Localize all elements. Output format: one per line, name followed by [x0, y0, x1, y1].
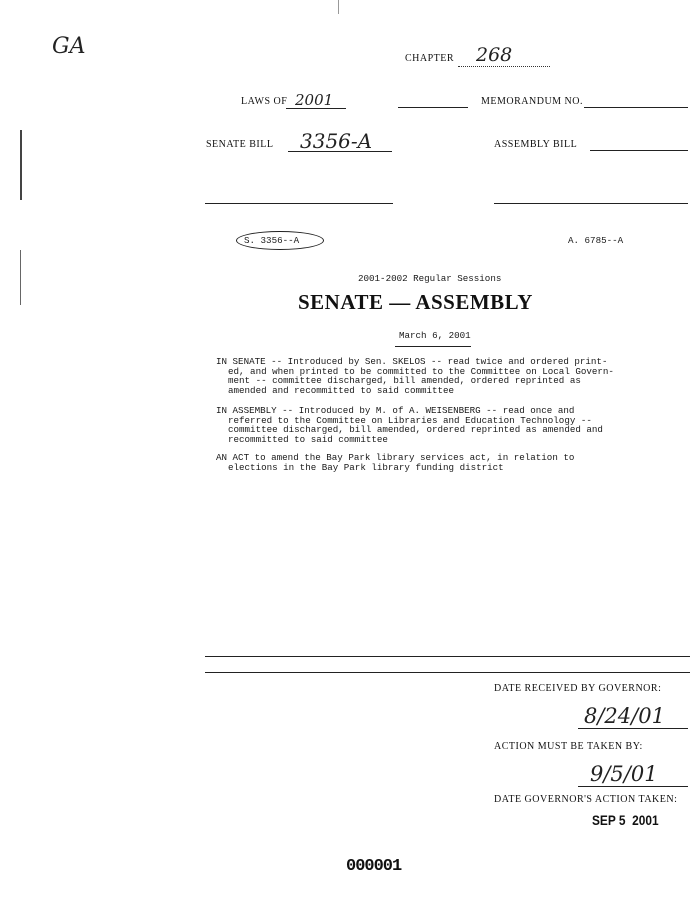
act-line: elections in the Bay Park library funding district — [228, 461, 504, 473]
blank-line-left — [205, 203, 393, 204]
act-line: AN ACT to amend the Bay Park library services act, in relation to — [216, 452, 575, 463]
senate-line: ed, and when printed to be committed to the Committee on Local Govern- — [228, 365, 614, 377]
assembly-line: IN ASSEMBLY -- Introduced by M. of A. WEISENBERG -- read once and — [216, 405, 575, 416]
senate-line: amended and recommitted to said committee — [228, 384, 455, 396]
senate-paragraph — [216, 357, 656, 395]
senate-bill-label: SENATE BILL — [206, 139, 274, 150]
page-title: SENATE — ASSEMBLY — [298, 290, 533, 314]
senate-bill-number: S. 3356--A — [244, 235, 300, 246]
chapter-value: 268 — [476, 44, 513, 66]
laws-label: LAWS OF — [241, 96, 288, 107]
bottom-rule-2 — [205, 672, 690, 673]
act-paragraph — [216, 453, 656, 472]
assembly-bill-number: A. 6785--A — [568, 235, 624, 246]
corner-note: GA — [52, 34, 86, 59]
assembly-line: referred to the Committee on Libraries and Education Technology -- — [228, 414, 592, 426]
taken-label: DATE GOVERNOR'S ACTION TAKEN: — [494, 794, 678, 805]
assembly-bill-label: ASSEMBLY BILL — [494, 139, 578, 150]
left-edge-mark — [20, 250, 21, 305]
chapter-label: CHAPTER — [405, 53, 455, 64]
page-number: 000001 — [346, 857, 402, 876]
senate-line: ment -- committee discharged, bill amended, ordered reprinted as — [228, 375, 581, 386]
taken-value: SEP 5 2001 — [592, 812, 659, 828]
senate-line: IN SENATE -- Introduced by Sen. SKELOS -- read twice and ordered print- — [216, 356, 608, 367]
bottom-rule-1 — [205, 656, 690, 657]
action-label: ACTION MUST BE TAKEN BY: — [494, 741, 643, 752]
assembly-line: recommitted to said committee — [228, 433, 388, 445]
received-value: 8/24/01 — [584, 704, 665, 728]
scan-mark — [338, 0, 339, 14]
assembly-line: committee discharged, bill amended, ordered reprinted as amended and — [228, 424, 603, 435]
laws-line — [286, 108, 346, 109]
laws-value: 2001 — [295, 91, 334, 109]
memo-line — [584, 107, 688, 108]
received-label: DATE RECEIVED BY GOVERNOR: — [494, 683, 662, 694]
laws-blank-line — [398, 107, 468, 108]
senate-bill-value: 3356-A — [300, 129, 373, 153]
assembly-bill-line — [590, 150, 688, 151]
assembly-paragraph — [216, 406, 656, 444]
action-value: 9/5/01 — [590, 762, 658, 786]
blank-line-right — [494, 203, 688, 204]
left-edge-mark — [20, 130, 22, 200]
action-line — [578, 786, 688, 787]
memo-label: MEMORANDUM NO. — [481, 96, 584, 107]
chapter-line — [458, 66, 550, 67]
date-text: March 6, 2001 — [399, 330, 471, 341]
received-line — [578, 728, 688, 729]
session-text: 2001-2002 Regular Sessions — [358, 273, 502, 284]
senate-bill-line — [288, 151, 392, 152]
date-rule — [395, 346, 471, 347]
